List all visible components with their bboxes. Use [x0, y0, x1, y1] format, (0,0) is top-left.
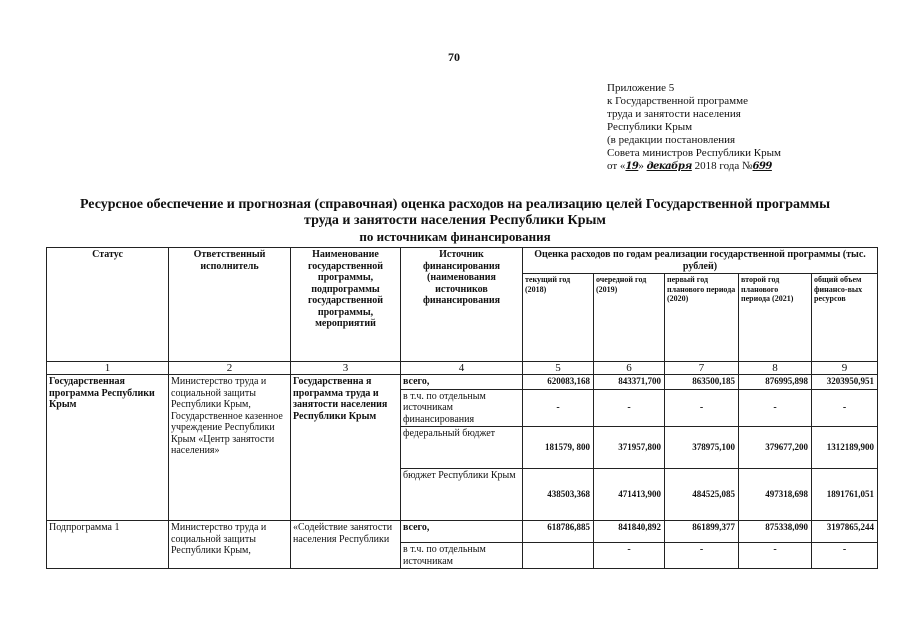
cell-status: Государственная программа Республики Крым [47, 375, 169, 521]
col-number: 4 [401, 362, 523, 375]
col-number: 5 [523, 362, 594, 375]
cell-value: - [812, 543, 878, 569]
cell-value: 3203950,951 [812, 375, 878, 390]
cell-value: 841840,892 [594, 521, 665, 543]
cell-value: - [739, 389, 812, 427]
appendix-line: (в редакции постановления [607, 134, 736, 146]
table-wrapper [46, 247, 878, 569]
cell-value: 861899,377 [665, 521, 739, 543]
header-program-name: Наименование государственной программы, подпрограммы государственной программы, мероприятий [291, 248, 401, 362]
date-prefix: от « [607, 160, 626, 172]
cell-value: - [665, 543, 739, 569]
handwritten-month: декабря [646, 161, 692, 172]
appendix-line: Совета министров Республики Крым [607, 147, 781, 159]
cell-source: в т.ч. по отдельным источникам финансирования [401, 389, 523, 427]
cell-value: 876995,898 [739, 375, 812, 390]
cell-value: 379677,200 [739, 427, 812, 469]
header-2020: первый год планового периода (2020) [665, 274, 739, 362]
appendix-line: к Государственной программе [607, 95, 748, 107]
year-text: 2018 года № [694, 160, 753, 172]
col-number: 1 [47, 362, 169, 375]
cell-source: бюджет Республики Крым [401, 469, 523, 521]
resources-table [46, 247, 878, 569]
cell-value: - [665, 389, 739, 427]
cell-value: 471413,900 [594, 469, 665, 521]
cell-value: 875338,090 [739, 521, 812, 543]
handwritten-doc-number: 699 [752, 161, 772, 172]
cell-executor: Министерство труда и социальной защиты Республики Крым, Государственное казенное учреждение Республики Крым «Центр занятости населения» [169, 375, 291, 521]
handwritten-day: 19 [625, 161, 639, 172]
cell-source: федеральный бюджет [401, 427, 523, 469]
cell-status: Подпрограмма 1 [47, 521, 169, 569]
title-line-1: Ресурсное обеспечение и прогнозная (справочная) оценка расходов на реализацию целей Государственной программы [79, 197, 831, 212]
cell-value: 3197865,244 [812, 521, 878, 543]
title-line-3: по источникам финансирования [359, 229, 551, 244]
header-row-1 [47, 248, 878, 274]
header-2021: второй год планового периода (2021) [739, 274, 812, 362]
header-2019: очередной год (2019) [594, 274, 665, 362]
col-number: 8 [739, 362, 812, 375]
header-total: общий объем финансо-вых ресурсов [812, 274, 878, 362]
cell-program-name: Государственна я программа труда и занятости населения Республики Крым [291, 375, 401, 521]
title-line-2: труда и занятости населения Республики Крым [304, 213, 606, 228]
cell-value: - [594, 389, 665, 427]
cell-executor: Министерство труда и социальной защиты Республики Крым, [169, 521, 291, 569]
cell-source: всего, [401, 521, 523, 543]
column-number-row [47, 362, 878, 375]
cell-value: 863500,185 [665, 375, 739, 390]
cell-value: - [523, 389, 594, 427]
col-number: 2 [169, 362, 291, 375]
cell-value: - [739, 543, 812, 569]
header-source: Источник финансирования (наименования источников финансирования [401, 248, 523, 362]
cell-value: 438503,368 [523, 469, 594, 521]
cell-value: 620083,168 [523, 375, 594, 390]
col-number: 7 [665, 362, 739, 375]
cell-program-name: «Содействие занятости населения Республики [291, 521, 401, 569]
page-number: 70 [448, 50, 460, 64]
appendix-line: труда и занятости населения [607, 108, 741, 120]
cell-value: 371957,800 [594, 427, 665, 469]
appendix-line: Приложение 5 [607, 82, 675, 94]
header-estimate: Оценка расходов по годам реализации государственной программы (тыс. рублей) [523, 248, 878, 274]
cell-value: 1312189,900 [812, 427, 878, 469]
appendix-line: Республики Крым [607, 121, 693, 133]
col-number: 3 [291, 362, 401, 375]
cell-value: - [812, 389, 878, 427]
appendix-block [607, 82, 781, 173]
col-number: 9 [812, 362, 878, 375]
appendix-date-line [607, 160, 781, 173]
table-row [47, 521, 878, 543]
cell-source: в т.ч. по отдельным источникам [401, 543, 523, 569]
cell-value: 484525,085 [665, 469, 739, 521]
cell-source: всего, [401, 375, 523, 390]
cell-value: 1891761,051 [812, 469, 878, 521]
document-title [30, 197, 880, 245]
cell-value: 843371,700 [594, 375, 665, 390]
header-status: Статус [47, 248, 169, 362]
date-mid: » [638, 160, 644, 172]
table-row [47, 375, 878, 390]
header-executor: Ответственный исполнитель [169, 248, 291, 362]
cell-value: - [594, 543, 665, 569]
cell-value: 618786,885 [523, 521, 594, 543]
col-number: 6 [594, 362, 665, 375]
header-2018: текущий год (2018) [523, 274, 594, 362]
cell-value: 497318,698 [739, 469, 812, 521]
cell-value: 378975,100 [665, 427, 739, 469]
cell-value: 181579, 800 [523, 427, 594, 469]
cell-value [523, 543, 594, 569]
